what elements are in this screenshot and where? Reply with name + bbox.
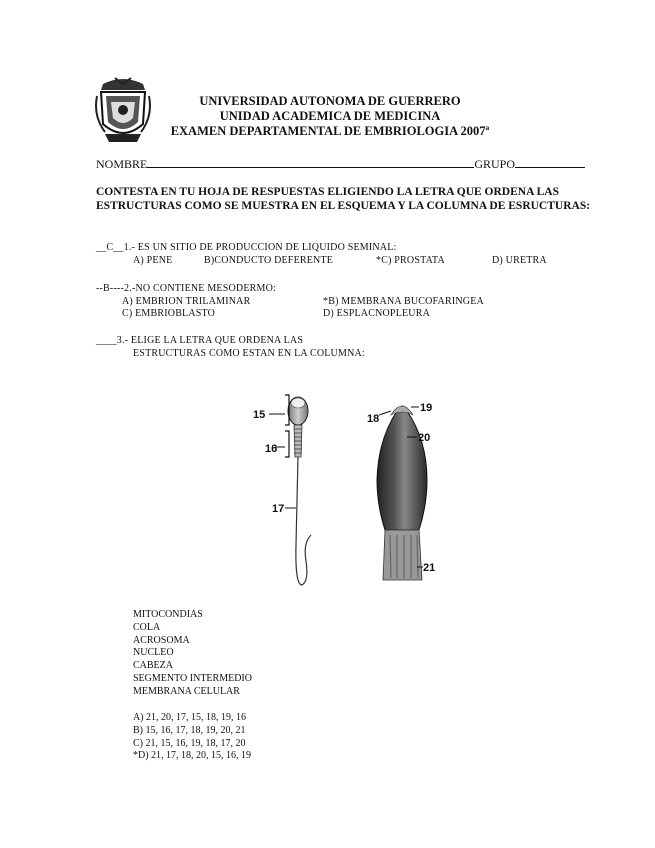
q1-option-b: B)CONDUCTO DEFERENTE <box>204 255 334 266</box>
answer-option-c: C) 21, 15, 16, 19, 18, 17, 20 <box>133 737 246 749</box>
whole-sperm-drawing <box>269 395 311 585</box>
answer-option-b: B) 15, 16, 17, 18, 19, 20, 21 <box>133 724 246 736</box>
q1-stem: __C__1.- ES UN SITIO DE PRODUCCION DE LIQUIDO SEMINAL: <box>96 242 397 253</box>
label-17: 17 <box>272 503 285 515</box>
structure-item: SEGMENTO INTERMEDIO <box>133 672 252 684</box>
q2-option-b: *B) MEMBRANA BUCOFARINGEA <box>323 296 484 307</box>
university-title: UNIVERSIDAD AUTONOMA DE GUERRERO <box>199 94 461 108</box>
structure-item: MITOCONDIAS <box>133 609 203 620</box>
label-21: 21 <box>423 562 436 574</box>
q2-option-a: A) EMBRION TRILAMINAR <box>122 296 251 307</box>
q1-option-d: D) URETRA <box>492 255 547 266</box>
structure-item: ACROSOMA <box>133 634 190 646</box>
name-group-row <box>96 155 596 172</box>
group-label: GRUPO <box>474 157 516 171</box>
structure-item: MEMBRANA CELULAR <box>133 685 240 697</box>
answer-option-d: *D) 21, 17, 18, 20, 15, 16, 19 <box>133 750 252 762</box>
label-19: 19 <box>420 402 433 414</box>
structure-item: NUCLEO <box>133 647 174 659</box>
q3-stem-line1: ____3.- ELIGE LA LETRA QUE ORDENA LAS <box>96 335 304 346</box>
q2-option-c: C) EMBRIOBLASTO <box>122 308 216 319</box>
label-18: 18 <box>367 413 380 425</box>
unit-title: UNIDAD ACADEMICA DE MEDICINA <box>219 109 441 123</box>
structure-item: COLA <box>133 621 161 633</box>
name-label: NOMBRE <box>96 157 148 171</box>
q1-option-a: A) PENE <box>133 255 173 266</box>
exam-title: EXAMEN DEPARTAMENTAL DE EMBRIOLOGIA 2007ª <box>170 124 490 138</box>
structure-item: CABEZA <box>133 660 173 672</box>
structures-list <box>133 609 252 699</box>
label-16: 16 <box>265 443 278 455</box>
label-20: 20 <box>418 432 431 444</box>
sperm-diagram <box>245 385 445 595</box>
instructions: CONTESTA EN TU HOJA DE RESPUESTAS ELIGIENDO LA LETRA QUE ORDENA LAS ESTRUCTURAS COMO SE MUESTRA EN EL ESQUEMA Y LA COLUMNA DE ESRUCTURAS: <box>96 186 591 212</box>
name-blank[interactable] <box>147 155 474 168</box>
q2-option-d: D) ESPLACNOPLEURA <box>323 308 431 319</box>
q1-option-c: *C) PROSTATA <box>376 255 445 266</box>
q2-stem: --B----2.-NO CONTIENE MESODERMO: <box>96 283 276 294</box>
group-blank[interactable] <box>515 155 585 168</box>
q3-stem-line2: ESTRUCTURAS COMO ESTAN EN LA COLUMNA: <box>133 348 365 359</box>
label-15: 15 <box>253 409 266 421</box>
answer-options <box>133 712 251 763</box>
answer-option-a: A) 21, 20, 17, 15, 18, 19, 16 <box>133 712 247 723</box>
